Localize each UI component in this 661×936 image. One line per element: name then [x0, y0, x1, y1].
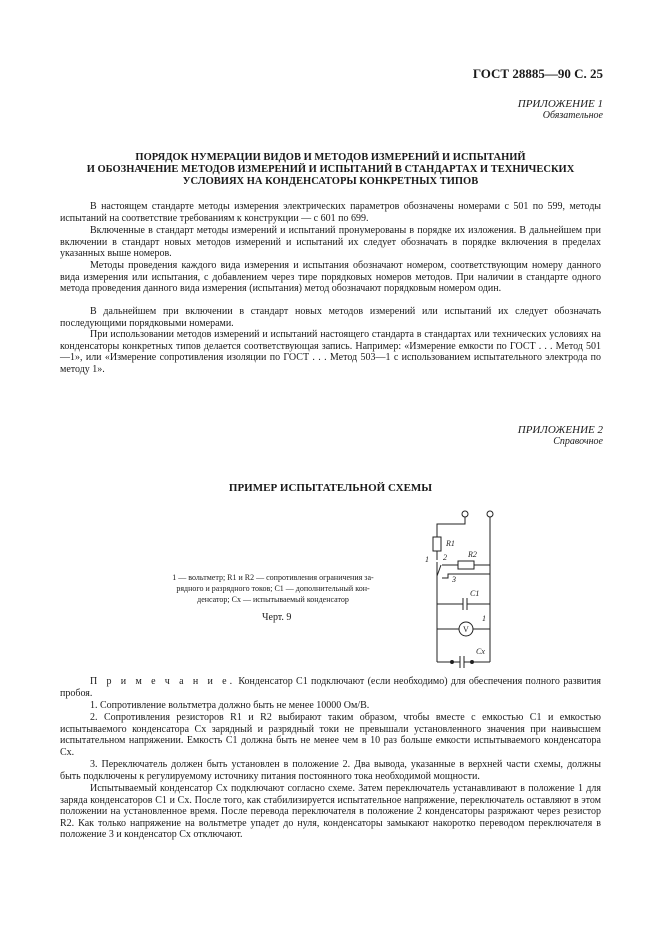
label-voltmeter-number: 1 [482, 614, 486, 623]
appendix-1-status: Обязательное [542, 110, 603, 121]
label-pos-2: 2 [443, 553, 447, 562]
heading-line-1: ПОРЯДОК НУМЕРАЦИИ ВИДОВ И МЕТОДОВ ИЗМЕРЕНИЙ И ИСПЫТАНИЙ [135, 152, 526, 163]
terminal-right [487, 511, 493, 517]
appendix-2-label [518, 424, 603, 448]
appendix-1-title: ПРИЛОЖЕНИЕ 1 [517, 98, 603, 110]
wire [442, 574, 490, 578]
label-cx: Cx [476, 647, 485, 656]
resistor-r2 [458, 561, 474, 569]
label-v: V [463, 625, 469, 634]
paragraph: Включенные в стандарт методы измерений и испытаний пронумерованы в порядке их изложения. В дальнейшем при включении в стандарт новых методов измерений и испытаний их следует обозначать в порядке включения в пределах указанных выше номеров. [60, 225, 601, 260]
switch-blade [437, 565, 441, 576]
test-circuit-diagram [408, 502, 528, 672]
figure-number: Черт. 9 [262, 612, 292, 623]
label-r2: R2 [468, 550, 477, 559]
heading-line-3: УСЛОВИЯХ НА КОНДЕНСАТОРЫ КОНКРЕТНЫХ ТИПОВ [182, 176, 479, 187]
label-pos-1: 1 [425, 555, 429, 564]
label-r1: R1 [446, 539, 455, 548]
paragraph: В дальнейшем при включении в стандарт новых методов измерений или испытаний их следует обозначать последующими порядковыми номерами. [60, 306, 601, 329]
label-c1: C1 [470, 589, 480, 598]
note: П р и м е ч а н и е. Конденсатор C1 подключают (если необходимо) для обеспечения полного развития пробоя. [60, 676, 602, 699]
figure-caption: 1 — вольтметр; R1 и R2 — сопротивления ограничения за- рядного и разрядного токов; C1 — дополнительный кон- денсатор; Cx — испытываемый конденсатор [172, 573, 374, 604]
paragraph: В настоящем стандарте методы измерения электрических параметров обозначены номерами с 501 по 599, методы испытаний на соответствие требованиям к конструкции — с 601 по 699. [60, 201, 601, 224]
appendix-1-heading [60, 152, 601, 188]
appendix-2-status: Справочное [553, 436, 603, 447]
resistor-r1 [433, 537, 441, 551]
paragraph: При использовании методов измерений и испытаний настоящего стандарта в стандартах или технических условиях на конденсаторы конкретных типов делается соответствующая запись. Например: «Измерение емкости по ГОСТ . . . Метод 501—1», или «Измерение сопротивления изоляции по ГОСТ . . . Метод 503—1 с использованием испытательного электрода по методу 1». [60, 329, 601, 375]
heading-line-2: И ОБОЗНАЧЕНИЕ МЕТОДОВ ИЗМЕРЕНИЙ И ИСПЫТАНИЙ В СТАНДАРТАХ И ТЕХНИЧЕСКИХ [86, 164, 575, 175]
list-item: 1. Сопротивление вольтметра должно быть не менее 10000 Ом/В. [90, 700, 370, 711]
terminal-dot [471, 661, 474, 664]
appendix-2-heading: ПРИМЕР ИСПЫТАТЕЛЬНОЙ СХЕМЫ [228, 482, 433, 494]
list-item: 3. Переключатель должен быть установлен в положение 2. Два вывода, указанные в верхней части схемы, должны быть подключены к регулируемому источнику питания постоянного тока необходимой мощности. [60, 759, 601, 782]
appendix-2-title: ПРИЛОЖЕНИЕ 2 [517, 424, 603, 436]
terminal-dot [451, 661, 454, 664]
appendix-1-label [518, 98, 603, 122]
list-item: Испытываемый конденсатор Cx подключают согласно схеме. Затем переключатель устанавливают в положение 1 для заряда конденсаторов C1 и Cx. После того, как стабилизируется испытательное напряжение, переключатель оставляют в этом положении на установленное время. После перевода переключателя в положение 2 конденсаторы разряжают через резистор R2. Как только напряжение на вольтметре упадет до нуля, конденсаторы замыкают накоротко переводом переключателя в положение 3 и конденсатор Cx отключают. [60, 783, 601, 841]
wire [437, 517, 465, 537]
paragraph: Методы проведения каждого вида измерения и испытания обозначают номером, соответствующим номеру данного вида измерения или испытания, с добавлением через тире порядковых номеров методов. При наличии в стандарте одного метода проведения данного вида измерения (испытания) метод обозначают порядковым номером один. [60, 260, 601, 295]
page-header: ГОСТ 28885—90 С. 25 [472, 66, 603, 81]
list-item: 2. Сопротивления резисторов R1 и R2 выбирают таким образом, чтобы вместе с емкостью C1 и емкостью испытываемого конденсатора Cx зарядный и разрядный токи не превышали установленного значения при наивысшем испытательном напряжении. Емкость C1 должна быть не менее чем в 10 раз больше емкости испытываемого конденсатора Cx. [60, 712, 601, 758]
terminal-left [462, 511, 468, 517]
label-pos-3: 3 [452, 575, 456, 584]
